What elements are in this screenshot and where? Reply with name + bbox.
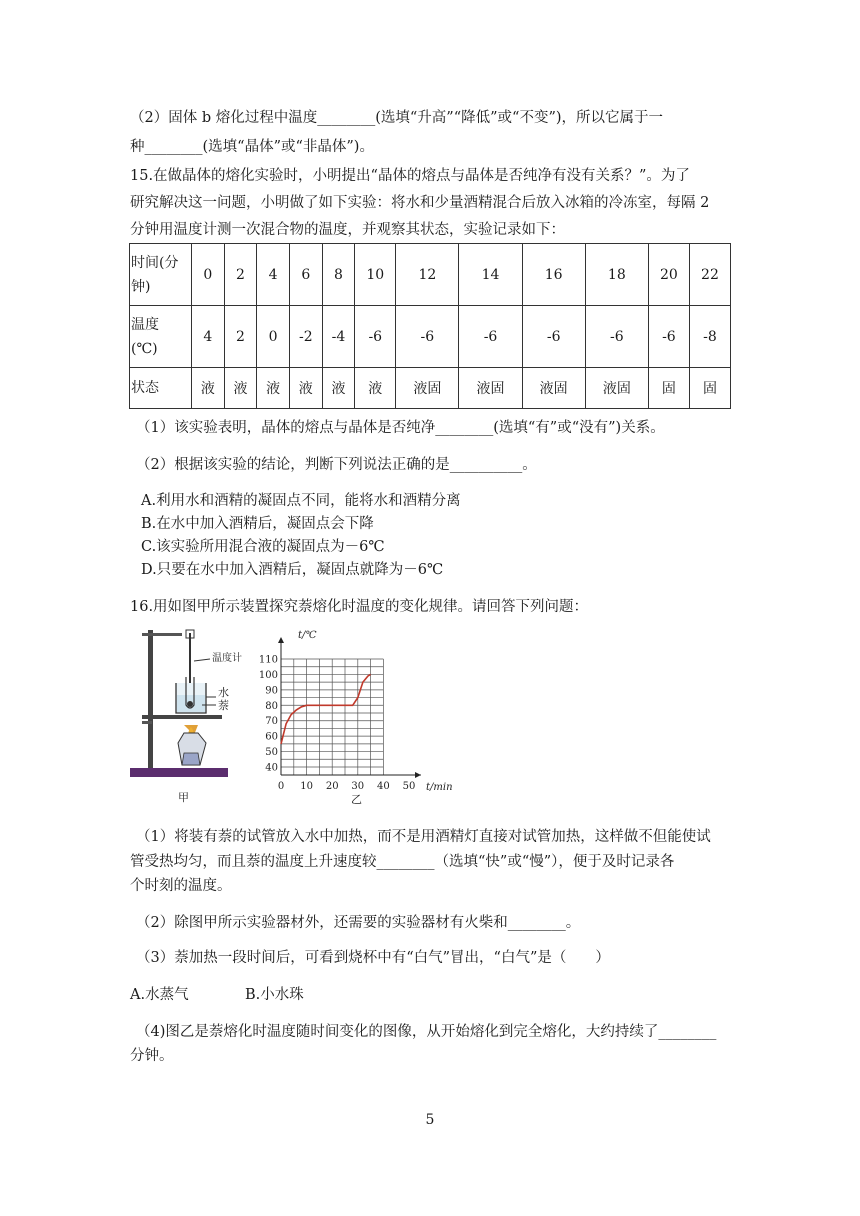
x-axis-label: t/min	[426, 782, 453, 793]
record-table	[129, 243, 731, 409]
y-tick-label: 60	[265, 731, 278, 743]
y-tick-label: 110	[258, 654, 278, 666]
fig-b-caption: 乙	[351, 793, 362, 806]
table-cell: 液固	[396, 368, 459, 409]
time-header: 时间(分 钟)	[130, 244, 192, 306]
table-cell: 0	[192, 244, 225, 306]
q16-sub4-line2: 分钟。	[130, 1048, 174, 1064]
melting-graph	[259, 630, 453, 806]
q16-option-a: A.水蒸气	[130, 987, 189, 1003]
table-cell: -4	[322, 306, 355, 368]
q15-sub2: （2）根据该实验的结论，判断下列说法正确的是__________。	[136, 457, 537, 473]
table-cell: -6	[459, 306, 522, 368]
q16-intro: 16.用如图甲所示装置探究萘熔化时温度的变化规律。请回答下列问题：	[130, 599, 589, 615]
table-cell: 2	[224, 306, 257, 368]
x-tick-label: 20	[325, 781, 339, 792]
table-cell: 固	[689, 368, 730, 409]
x-tick-labels	[278, 781, 416, 792]
q16-sub2: （2）除图甲所示实验器材外，还需要的实验器材有火柴和________。	[136, 915, 581, 931]
table-cell: 液	[289, 368, 322, 409]
table-cell: -6	[355, 306, 396, 368]
y-tick-label: 100	[258, 669, 278, 681]
table-cell: -8	[689, 306, 730, 368]
q16-option-b: B.小水珠	[245, 987, 304, 1003]
x-tick-label: 50	[402, 781, 416, 792]
table-row-temp	[130, 306, 731, 368]
table-cell: 20	[648, 244, 689, 306]
fig-a-caption: 甲	[178, 791, 189, 804]
q16-sub3: （3）萘加热一段时间后，可看到烧杯中有“白气”冒出，“白气”是（ ）	[136, 950, 610, 966]
table-cell: 10	[355, 244, 396, 306]
table-cell: 液	[192, 368, 225, 409]
y-axis-arrow	[278, 637, 284, 643]
table-cell: 液	[355, 368, 396, 409]
x-tick-label: 30	[351, 781, 365, 792]
q16-sub4-line1: （4)图乙是萘熔化时温度随时间变化的图像，从开始熔化到完全熔化，大约持续了________	[136, 1024, 717, 1040]
table-cell: 固	[648, 368, 689, 409]
table-cell: 液固	[522, 368, 585, 409]
table-row-state	[130, 368, 731, 409]
water-label: 水	[218, 686, 229, 699]
table-cell: 液固	[459, 368, 522, 409]
y-axis-label: t/℃	[298, 630, 317, 641]
table-cell: 16	[522, 244, 585, 306]
table-cell: 4	[257, 244, 290, 306]
q16-sub1-line2: 管受热均匀，而且萘的温度上升速度较________（选填“快”或“慢”），便于及时记录各	[130, 854, 675, 870]
page-number: 5	[425, 1112, 435, 1128]
q14-2-line1: （2）固体 b 熔化过程中温度________(选填“升高”“降低”或“不变”)，所以它属于一	[130, 110, 664, 126]
table-cell: -2	[289, 306, 322, 368]
table-cell: 14	[459, 244, 522, 306]
figure-apparatus-and-graph	[128, 625, 468, 810]
state-header: 状态	[130, 368, 192, 409]
temp-header: 温度 (℃)	[130, 306, 192, 368]
x-tick-label: 10	[300, 781, 313, 792]
y-tick-label: 90	[265, 685, 278, 697]
table-cell: 22	[689, 244, 730, 306]
y-tick-label: 70	[265, 716, 278, 728]
x-axis-arrow	[415, 772, 421, 778]
thermometer-label: 温度计	[212, 653, 242, 664]
q15-option-d: D.只要在水中加入酒精后，凝固点就降为－6℃	[141, 562, 444, 578]
q16-sub1-line1: （1）将装有萘的试管放入水中加热，而不是用酒精灯直接对试管加热，这样做不但能使试	[136, 829, 711, 845]
table-cell: 6	[289, 244, 322, 306]
apparatus-illustration	[130, 630, 242, 804]
table-cell: 18	[585, 244, 648, 306]
table-row-time	[130, 244, 731, 306]
q15-line2: 研究解决这一问题，小明做了如下实验：将水和少量酒精混合后放入冰箱的冷冻室，每隔 2	[130, 195, 710, 211]
x-tick-label: 0	[277, 781, 285, 792]
table-cell: 12	[396, 244, 459, 306]
q14-2-line2: 种________(选填“晶体”或“非晶体”)。	[130, 139, 374, 155]
table-cell: -6	[585, 306, 648, 368]
q15-sub1: （1）该实验表明，晶体的熔点与晶体是否纯净________(选填“有”或“没有”)关系。	[136, 420, 665, 436]
y-tick-label: 40	[265, 762, 278, 774]
q16-sub1-line3: 个时刻的温度。	[130, 878, 232, 894]
q15-option-b: B.在水中加入酒精后，凝固点会下降	[141, 516, 374, 532]
y-tick-labels	[259, 655, 278, 774]
table-cell: 2	[224, 244, 257, 306]
table-cell: -6	[522, 306, 585, 368]
table-cell: 液	[257, 368, 290, 409]
table-cell: 液	[322, 368, 355, 409]
x-tick-label: 40	[377, 781, 390, 792]
q15-option-a: A.利用水和酒精的凝固点不同，能将水和酒精分离	[141, 493, 461, 509]
y-tick-label: 80	[265, 700, 278, 712]
q15-line1: 15.在做晶体的熔化实验时，小明提出“晶体的熔点与晶体是否纯净有没有关系？”。为了	[130, 168, 690, 184]
table-cell: 8	[322, 244, 355, 306]
q15-option-c: C.该实验所用混合液的凝固点为－6℃	[141, 539, 385, 555]
y-tick-label: 50	[265, 747, 278, 759]
table-cell: 4	[192, 306, 225, 368]
table-cell: 液	[224, 368, 257, 409]
q15-line3: 分钟用温度计测一次混合物的温度，并观察其状态，实验记录如下：	[130, 222, 565, 238]
table-cell: -6	[648, 306, 689, 368]
table-cell: 0	[257, 306, 290, 368]
naphthalene-label: 萘	[218, 699, 229, 712]
table-cell: -6	[396, 306, 459, 368]
table-cell: 液固	[585, 368, 648, 409]
temperature-curve	[281, 674, 371, 744]
